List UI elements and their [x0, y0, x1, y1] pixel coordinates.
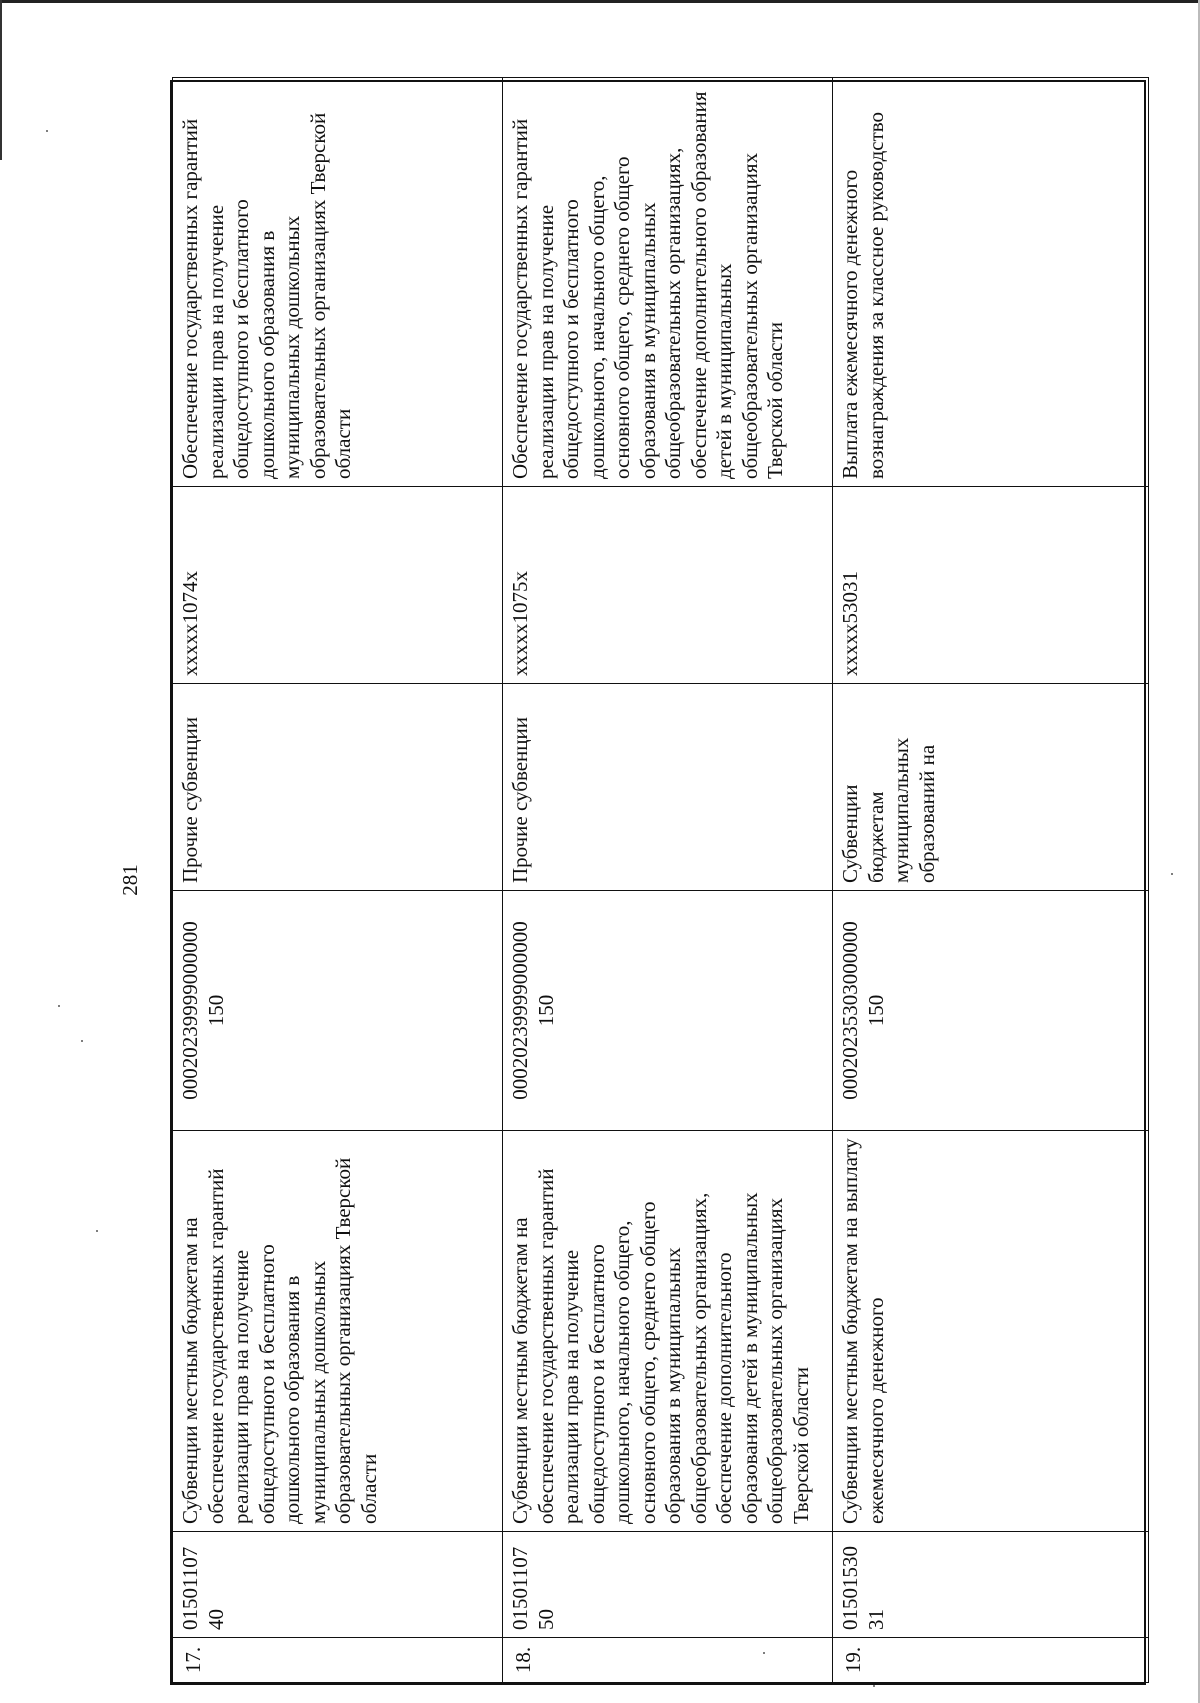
revenue-code: xxxxx53031: [833, 487, 1149, 684]
subsidy-name: Субвенции местным бюджетам на обеспечение государственных гарантий реализации прав на получение общедоступного и бесплатного дошкольного образования в муниципальных дошкольных образовательных организациях Тверской области: [173, 1131, 503, 1532]
table-row-19: [833, 78, 1149, 1683]
kbk-code: 00020235303000000: [838, 921, 862, 1100]
purpose-text: Обеспечение государственных гарантий реализации прав на получение общедоступного и бесплатного дошкольного образования в муниципальных дошкольных образовательных организациях Тверской области: [173, 78, 503, 487]
program-code: 0150110750: [503, 1532, 833, 1638]
scan-edge-left: [0, 0, 2, 160]
row-number: 19.: [833, 1638, 1149, 1683]
revenue-name: Прочие субвенции: [173, 684, 503, 891]
kbk-suffix: 150: [533, 994, 558, 1027]
table-row-17: [173, 78, 503, 1683]
subsidies-table-frame: [170, 80, 1146, 1685]
kbk-suffix: 150: [863, 994, 888, 1027]
row-number: 17.: [173, 1638, 503, 1683]
subsidies-table: [172, 77, 1149, 1683]
program-code: 0150110740: [173, 1532, 503, 1638]
revenue-name: Прочие субвенции: [503, 684, 833, 891]
scan-speck: [1171, 873, 1173, 875]
program-code: 0150153031: [833, 1532, 1149, 1638]
table-container: [170, 80, 1146, 1685]
scan-speck: [58, 1005, 60, 1007]
row-number: 18.: [503, 1638, 833, 1683]
scan-speck: [46, 130, 48, 132]
scan-speck: [96, 1230, 98, 1232]
kbk-code: 00020239999000000: [508, 921, 532, 1100]
purpose-text: Выплата ежемесячного денежного вознаграждения за классное руководство: [833, 78, 1149, 487]
budget-classification-code: [833, 891, 1149, 1131]
purpose-text: Обеспечение государственных гарантий реализации прав на получение общедоступного и бесплатного дошкольного, начального общего, основного общего, среднего общего образования в муниципальных общеобразовательных организациях, обеспечение дополнительного образования детей в муниципальных общеобразовательных организациях Тверской области: [503, 78, 833, 487]
revenue-name: Субвенции бюджетам муниципальных образований на: [833, 684, 1149, 891]
table-row-18: [503, 78, 833, 1683]
subsidy-name: Субвенции местным бюджетам на обеспечение государственных гарантий реализации прав на получение общедоступного и бесплатного дошкольного, начального общего, основного общего, среднего общего образования в муниципальных общеобразовательных организациях, обеспечение дополнительного образования детей в муниципальных общеобразовательных организациях Тверской области: [503, 1131, 833, 1532]
budget-classification-code: [503, 891, 833, 1131]
kbk-suffix: 150: [203, 994, 228, 1027]
scan-edge-top: [0, 0, 1200, 3]
scan-speck: [763, 1652, 765, 1654]
kbk-code: 00020239999000000: [178, 921, 202, 1100]
revenue-code: xxxxx1074x: [173, 487, 503, 684]
scan-speck: [81, 1040, 83, 1042]
budget-classification-code: [173, 891, 503, 1131]
page-number: 281: [118, 864, 142, 896]
revenue-code: xxxxx1075x: [503, 487, 833, 684]
scan-speck: [873, 1685, 875, 1687]
subsidy-name: Субвенции местным бюджетам на выплату ежемесячного денежного: [833, 1131, 1149, 1532]
